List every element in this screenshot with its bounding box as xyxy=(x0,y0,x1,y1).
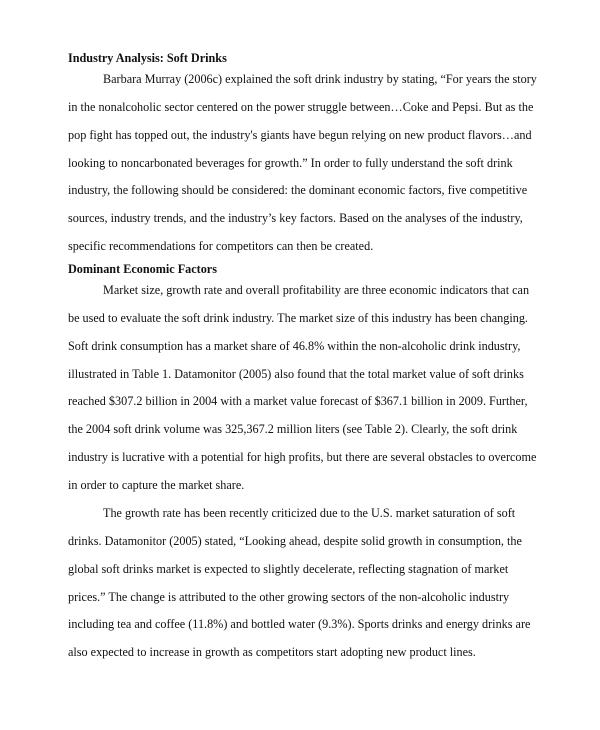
document-title: Industry Analysis: Soft Drinks xyxy=(68,51,227,65)
paragraph-line: pop fight has topped out, the industry's giants have begun relying on new product flavors…and xyxy=(68,127,532,142)
paragraph-line: Barbara Murray (2006c) explained the soft drink industry by stating, “For years the story xyxy=(103,72,537,86)
paragraph-line: industry is lucrative with a potential for high profits, but there are several obstacles to overcome xyxy=(68,450,537,465)
paragraph-line: industry, the following should be considered: the dominant economic factors, five competitive xyxy=(68,183,528,198)
paragraph-line: prices.” The change is attributed to the other growing sectors of the non-alcoholic industry xyxy=(68,589,510,604)
paragraph-line: in order to capture the market share. xyxy=(68,477,245,492)
paragraph-line: including tea and coffee (11.8%) and bottled water (9.3%). Sports drinks and energy drinks are xyxy=(68,617,531,632)
paragraph-intro xyxy=(68,72,536,253)
paragraph-economic-indicators xyxy=(68,283,536,492)
paragraph-line: in the nonalcoholic sector centered on the power struggle between…Coke and Pepsi. But as the xyxy=(68,99,534,114)
paragraph-line: also expected to increase in growth as competitors start adopting new product lines. xyxy=(68,645,476,660)
document-body xyxy=(68,51,536,659)
paragraph-line: Market size, growth rate and overall profitability are three economic indicators that can xyxy=(103,283,530,298)
spacer xyxy=(68,492,536,506)
paragraph-line: specific recommendations for competitors can then be created. xyxy=(68,239,374,254)
paragraph-line: looking to noncarbonated beverages for growth.” In order to fully understand the soft drink xyxy=(68,155,513,170)
paragraph-line: reached $307.2 billion in 2004 with a market value forecast of $367.1 billion in 2009. Further, xyxy=(68,394,528,409)
section-heading: Dominant Economic Factors xyxy=(68,262,217,277)
paragraph-line: drinks. Datamonitor (2005) stated, “Looking ahead, despite solid growth in consumption, the xyxy=(68,533,522,548)
paragraph-line: be used to evaluate the soft drink industry. The market size of this industry has been changing. xyxy=(68,310,528,325)
spacer xyxy=(68,253,536,262)
paragraph-line: The growth rate has been recently criticized due to the U.S. market saturation of soft xyxy=(103,505,516,520)
paragraph-line: illustrated in Table 1. Datamonitor (2005) also found that the total market value of soft drinks xyxy=(68,366,524,381)
paragraph-growth-rate xyxy=(68,506,536,659)
paragraph-line: the 2004 soft drink volume was 325,367.2 million liters (see Table 2). Clearly, the soft drink xyxy=(68,422,518,437)
paragraph-line: global soft drinks market is expected to slightly decelerate, reflecting stagnation of market xyxy=(68,561,509,576)
paragraph-line: Soft drink consumption has a market share of 46.8% within the non-alcoholic drink industry, xyxy=(68,338,521,353)
paragraph-line: sources, industry trends, and the industry’s key factors. Based on the analyses of the industry, xyxy=(68,211,523,226)
